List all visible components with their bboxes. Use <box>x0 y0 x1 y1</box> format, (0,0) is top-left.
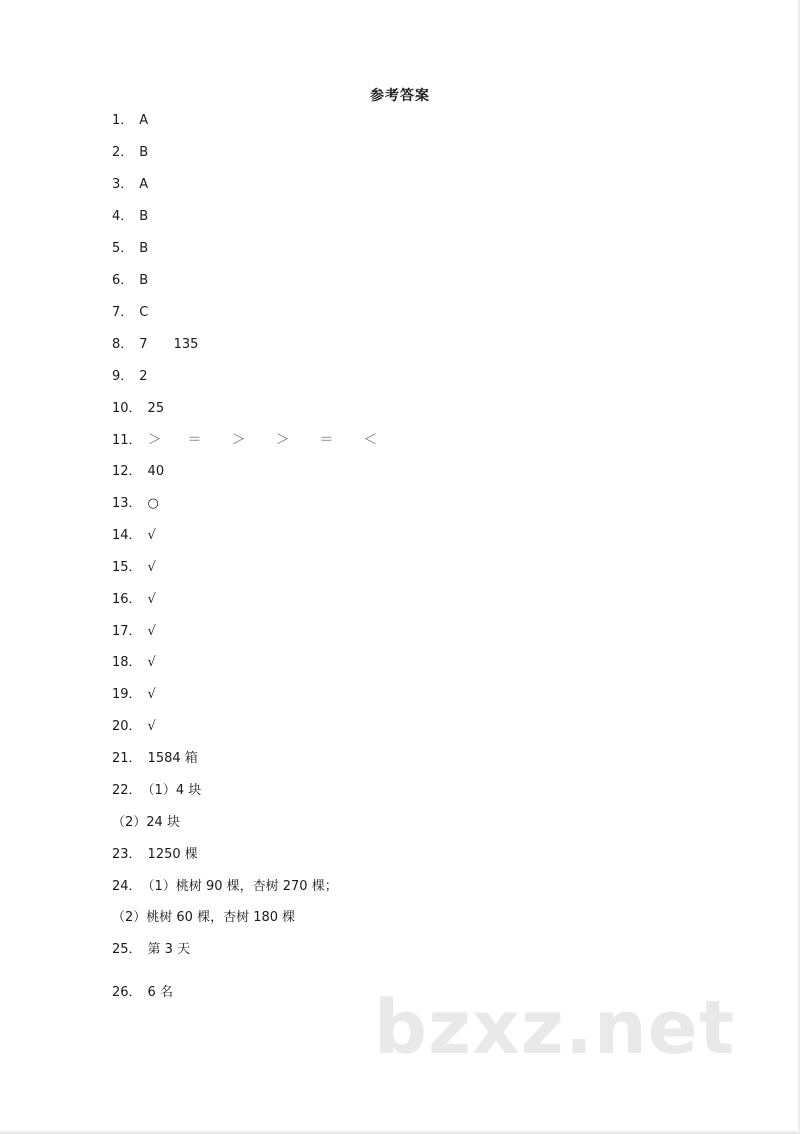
answer-3: 3． A <box>112 177 149 192</box>
answer-6: 6． B <box>112 273 149 288</box>
answer-16: 16． √ <box>112 592 156 607</box>
answer-24-1: 24．（1）桃树 90 棵，杏树 270 棵； <box>112 879 338 894</box>
answer-13: 13． ○ <box>112 496 159 511</box>
answer-12: 12． 40 <box>112 464 165 479</box>
answer-20: 20． √ <box>112 719 156 734</box>
answer-25: 25． 第 3 天 <box>112 942 191 957</box>
answer-23: 23． 1250 棵 <box>112 847 198 862</box>
watermark: bzxz.net <box>374 985 736 1071</box>
page-edge-bottom <box>0 1130 800 1134</box>
answer-21: 21． 1584 箱 <box>112 751 198 766</box>
answer-10: 10． 25 <box>112 401 165 416</box>
answer-18: 18． √ <box>112 655 156 670</box>
page-title: 参考答案 <box>370 88 430 104</box>
answer-1: 1． A <box>112 113 149 128</box>
answer-8: 8． 7 135 <box>112 337 199 352</box>
answer-22-2: （2）24 块 <box>112 815 180 830</box>
answer-4: 4． B <box>112 209 149 224</box>
answer-26: 26． 6 名 <box>112 985 173 1000</box>
answer-19: 19． √ <box>112 687 156 702</box>
answer-17: 17． √ <box>112 624 156 639</box>
answer-9: 9． 2 <box>112 369 148 384</box>
answer-2: 2． B <box>112 145 149 160</box>
answer-22-1: 22．（1）4 块 <box>112 783 202 798</box>
answer-14: 14． √ <box>112 528 156 543</box>
answer-11: 11． ＞ ＝ ＞ ＞ ＝ ＜ <box>112 432 378 448</box>
answer-24-2: （2）桃树 60 棵，杏树 180 棵 <box>112 910 296 925</box>
answer-15: 15． √ <box>112 560 156 575</box>
answer-5: 5． B <box>112 241 149 256</box>
answer-7: 7． C <box>112 305 149 320</box>
